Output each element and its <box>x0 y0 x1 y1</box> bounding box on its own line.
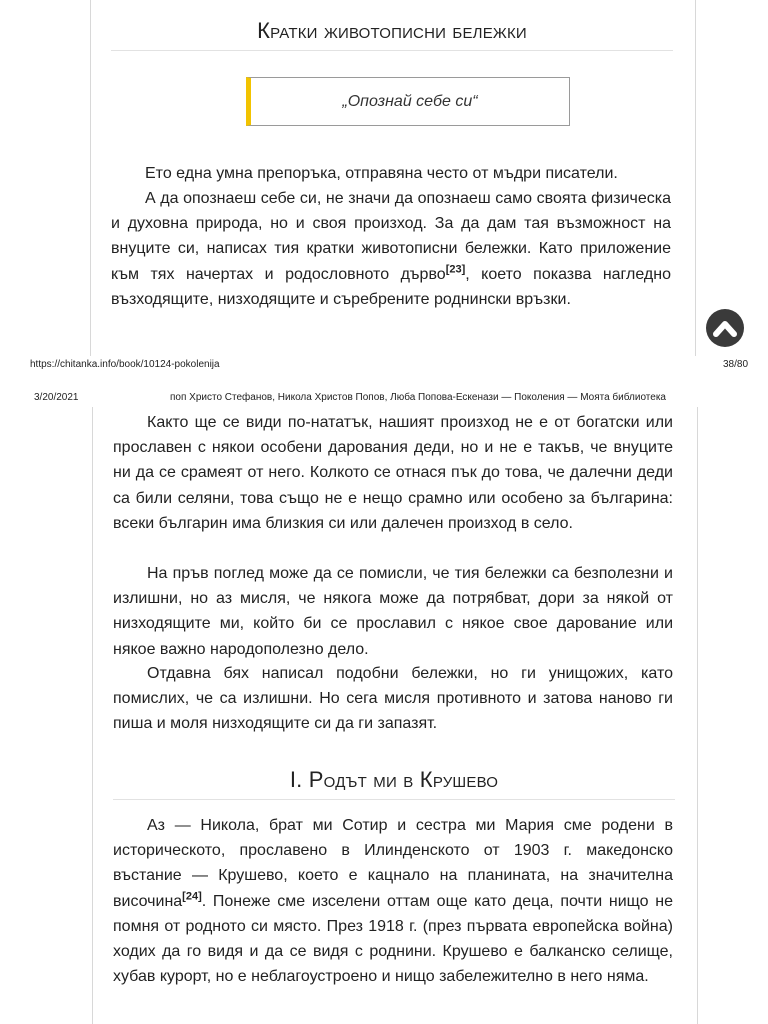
paragraph-rewrite: Отдавна бях написал подобни бележки, но ги унищожих, като помислих, че са излишни. Но сега мисля противното и затова наново ги пиша и моля низходящите си да ги запазят. <box>113 665 673 733</box>
epigraph-box <box>246 77 570 126</box>
chevron-up-icon <box>712 317 738 339</box>
paragraph-krushevo-tail: . Понеже сме изселени оттам още като деца, почти нищо не помня от родното си място. През 1918 г. (през първата европейска война) ходих да го видя и да се видя с роднини. Крушево е балканско селище, хубав курорт, но е неблагоустроено и нищо забележително в него няма. <box>113 892 673 986</box>
chapter-heading: Кратки животописни бележки <box>111 18 673 51</box>
epigraph-text: „Опознай себе си“ <box>342 92 478 110</box>
paragraph-origin: Както ще се види по-нататък, нашият произход не е от богатски или прославен с някои особени дарования деди, но и не е такъв, че внуците ни да се срамеят от него. Колкото се отнася пък до това, че далечни деди са били селяни, това също не е нещо срамно или особено за българина: всеки българин има близкия си или далечен произход в село. <box>113 414 673 532</box>
print-footer-url: https://chitanka.info/book/10124-pokolenija <box>30 359 220 370</box>
paragraph-usefulness: На пръв поглед може да се помисли, че тия бележки са безполезни и излишни, но аз мисля, че някога може да потрябват, дори за някой от низходящите ми, който би се прославил с някое свое дарование или някое важно народополезно дело. <box>113 565 673 658</box>
print-footer-page-number: 38/80 <box>723 359 749 370</box>
paragraph-intro-2-tail: , което показва нагледно възходящите, низходящите и съребрените роднински връзки. <box>111 265 671 308</box>
paragraph-intro-2 <box>111 186 671 312</box>
paragraph-intro-2-text: А да опознаеш себе си, не значи да опознаеш само своята физическа и духовна природа, но и своя произход. За да дам тая възможност на внуците си, написах тия кратки животописни бележки. Като приложение към тях начертах и родословното дърво <box>111 190 671 283</box>
scroll-top-button[interactable] <box>706 309 744 347</box>
paragraph-krushevo-text: Аз — Никола, брат ми Сотир и сестра ми Мария сме родени в историческото, прославено в Илинденското от 1903 г. македонско въстание — Крушево, което е кацнало на планината, на значителна височина <box>113 817 673 910</box>
section-heading: I. Родът ми в Крушево <box>113 767 675 800</box>
footnote-link-24[interactable]: [24] <box>182 890 202 903</box>
paragraph-krushevo <box>113 813 673 989</box>
page-lower <box>92 407 698 1024</box>
print-header-title: поп Христо Стефанов, Никола Христов Попов, Люба Попова-Ескенази — Поколения — Моята библиотека <box>170 392 666 403</box>
footnote-link-23[interactable]: [23] <box>445 263 466 276</box>
page-upper <box>90 0 696 356</box>
paragraph-intro-1: Ето една умна препоръка, отправяна често от мъдри писатели. <box>145 165 618 182</box>
print-header-date: 3/20/2021 <box>34 392 79 403</box>
